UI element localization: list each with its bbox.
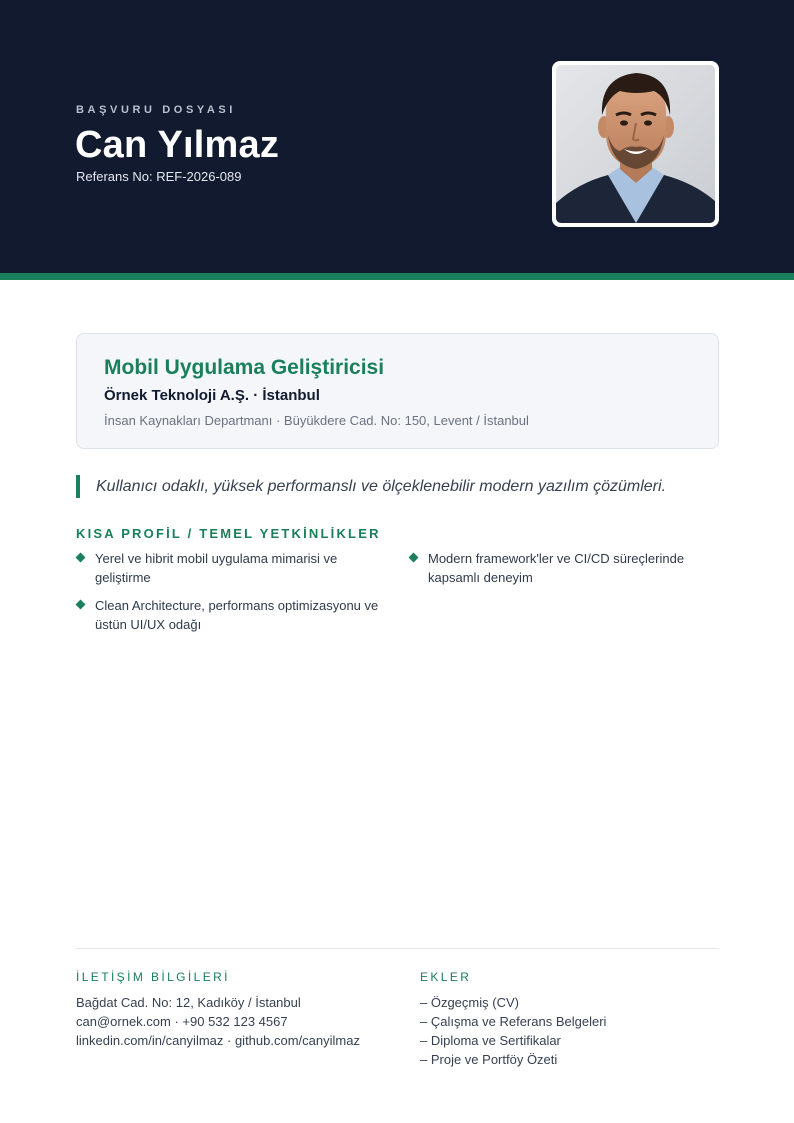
position-title: Mobil Uygulama Geliştiricisi bbox=[104, 356, 385, 379]
tagline-quote: Kullanıcı odaklı, yüksek performanslı ve ölçeklenebilir modern yazılım çözümleri. bbox=[96, 478, 667, 495]
footer-divider bbox=[76, 948, 719, 949]
attachment-item: – Proje ve Portföy Özeti bbox=[420, 1052, 558, 1067]
company-address: İnsan Kaynakları Departmanı · Büyükdere Cad. No: 150, Levent / İstanbul bbox=[104, 413, 529, 428]
profile-item-text: Modern framework'ler ve CI/CD süreçlerinde kapsamlı deneyim bbox=[428, 551, 685, 585]
tagline-accent-bar bbox=[76, 475, 80, 498]
document-kicker: BAŞVURU DOSYASI bbox=[76, 104, 236, 116]
position-card bbox=[76, 333, 719, 449]
attachment-item: – Diploma ve Sertifikalar bbox=[420, 1033, 561, 1048]
contact-email-phone: can@ornek.com · +90 532 123 4567 bbox=[76, 1014, 288, 1029]
attachment-item: – Çalışma ve Referans Belgeleri bbox=[420, 1014, 607, 1029]
portrait-photo-icon bbox=[556, 65, 715, 223]
profile-section-title: KISA PROFİL / TEMEL YETKİNLİKLER bbox=[76, 526, 381, 541]
contact-links: linkedin.com/in/canyilmaz · github.com/canyilmaz bbox=[76, 1033, 360, 1048]
contact-section-title: İLETİŞİM BİLGİLERİ bbox=[76, 970, 230, 984]
profile-item-text: Yerel ve hibrit mobil uygulama mimarisi ve geliştirme bbox=[95, 551, 338, 585]
header-accent-rule bbox=[0, 273, 794, 280]
diamond-bullet-icon bbox=[76, 600, 86, 610]
reference-number: Referans No: REF-2026-089 bbox=[76, 169, 242, 184]
contact-address: Bağdat Cad. No: 12, Kadıköy / İstanbul bbox=[76, 995, 301, 1010]
applicant-name: Can Yılmaz bbox=[75, 124, 280, 166]
diamond-bullet-icon bbox=[409, 553, 419, 563]
diamond-bullet-icon bbox=[76, 553, 86, 563]
attachment-item: – Özgeçmiş (CV) bbox=[420, 995, 519, 1010]
profile-photo-frame bbox=[552, 61, 719, 227]
company-name: Örnek Teknoloji A.Ş. · İstanbul bbox=[104, 387, 320, 404]
attachments-section-title: EKLER bbox=[420, 970, 472, 984]
profile-item-text: Clean Architecture, performans optimizasyonu ve üstün UI/UX odağı bbox=[95, 598, 379, 632]
